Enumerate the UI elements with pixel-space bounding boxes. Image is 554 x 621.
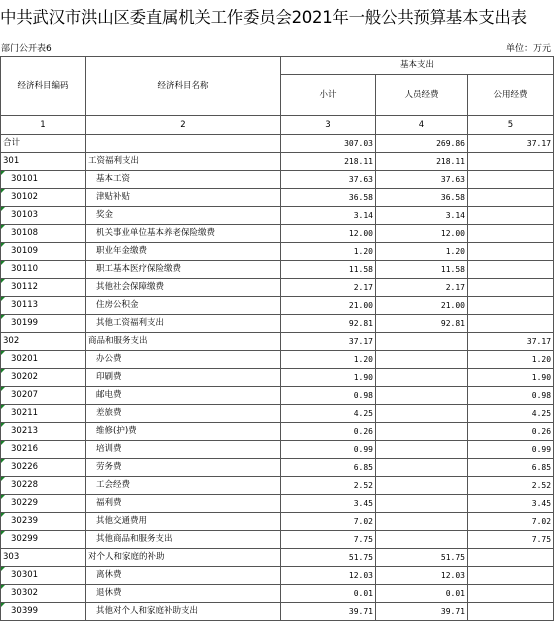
table-row	[1, 135, 554, 153]
row-code: 30211	[1, 405, 86, 423]
row-code: 30110	[1, 261, 86, 279]
row-subtotal: 21.00	[281, 297, 376, 315]
row-subtotal: 6.85	[281, 459, 376, 477]
row-code: 30228	[1, 477, 86, 495]
report-title: 中共武汉市洪山区委直属机关工作委员会2021年一般公共预算基本支出表	[0, 8, 527, 27]
row-subtotal: 0.98	[281, 387, 376, 405]
row-personnel	[376, 495, 468, 513]
row-code: 301	[1, 153, 86, 171]
row-public	[468, 171, 554, 189]
row-subtotal: 51.75	[281, 549, 376, 567]
row-public	[468, 207, 554, 225]
row-personnel: 2.17	[376, 279, 468, 297]
row-code: 30109	[1, 243, 86, 261]
row-code: 合计	[1, 135, 86, 153]
row-personnel: 92.81	[376, 315, 468, 333]
row-name: 劳务费	[86, 459, 281, 477]
row-name: 住房公积金	[86, 297, 281, 315]
table-row	[1, 459, 554, 477]
table-row	[1, 549, 554, 567]
index-cell: 5	[468, 116, 554, 135]
header-basic: 基本支出	[281, 57, 554, 75]
row-personnel	[376, 441, 468, 459]
row-public	[468, 585, 554, 603]
index-cell: 2	[86, 116, 281, 135]
row-public: 37.17	[468, 135, 554, 153]
row-subtotal: 1.20	[281, 243, 376, 261]
row-subtotal: 36.58	[281, 189, 376, 207]
row-name: 工会经费	[86, 477, 281, 495]
row-code: 30213	[1, 423, 86, 441]
table-row	[1, 315, 554, 333]
row-code: 30201	[1, 351, 86, 369]
table-row	[1, 261, 554, 279]
row-name: 基本工资	[86, 171, 281, 189]
row-public	[468, 189, 554, 207]
row-personnel: 269.86	[376, 135, 468, 153]
row-personnel	[376, 531, 468, 549]
row-subtotal: 1.90	[281, 369, 376, 387]
row-public: 2.52	[468, 477, 554, 495]
row-personnel	[376, 351, 468, 369]
row-code: 303	[1, 549, 86, 567]
row-personnel: 218.11	[376, 153, 468, 171]
header-personnel: 人员经费	[376, 75, 468, 116]
row-personnel: 3.14	[376, 207, 468, 225]
row-public: 4.25	[468, 405, 554, 423]
row-public: 1.90	[468, 369, 554, 387]
index-cell: 4	[376, 116, 468, 135]
index-row	[1, 116, 554, 135]
row-code: 30207	[1, 387, 86, 405]
table-row	[1, 603, 554, 621]
row-public: 6.85	[468, 459, 554, 477]
row-personnel	[376, 459, 468, 477]
row-subtotal: 92.81	[281, 315, 376, 333]
row-subtotal: 7.75	[281, 531, 376, 549]
row-public	[468, 567, 554, 585]
row-subtotal: 3.45	[281, 495, 376, 513]
row-personnel: 39.71	[376, 603, 468, 621]
row-personnel: 37.63	[376, 171, 468, 189]
row-code: 30301	[1, 567, 86, 585]
row-code: 30112	[1, 279, 86, 297]
row-personnel: 0.01	[376, 585, 468, 603]
row-personnel: 51.75	[376, 549, 468, 567]
row-subtotal: 2.17	[281, 279, 376, 297]
row-name: 培训费	[86, 441, 281, 459]
row-subtotal: 37.17	[281, 333, 376, 351]
row-name: 职业年金缴费	[86, 243, 281, 261]
row-name: 其他交通费用	[86, 513, 281, 531]
table-row	[1, 153, 554, 171]
row-code: 30239	[1, 513, 86, 531]
row-subtotal: 11.58	[281, 261, 376, 279]
row-personnel	[376, 477, 468, 495]
row-code: 30229	[1, 495, 86, 513]
row-name: 福利费	[86, 495, 281, 513]
row-subtotal: 7.02	[281, 513, 376, 531]
table-row	[1, 351, 554, 369]
row-public	[468, 153, 554, 171]
row-code: 30302	[1, 585, 86, 603]
row-personnel	[376, 333, 468, 351]
table-row	[1, 531, 554, 549]
row-public: 7.75	[468, 531, 554, 549]
row-name: 印刷费	[86, 369, 281, 387]
table-row	[1, 297, 554, 315]
table-row	[1, 333, 554, 351]
row-personnel: 21.00	[376, 297, 468, 315]
row-name	[86, 135, 281, 153]
row-public: 0.98	[468, 387, 554, 405]
row-code: 30199	[1, 315, 86, 333]
row-subtotal: 0.99	[281, 441, 376, 459]
row-name: 邮电费	[86, 387, 281, 405]
row-personnel	[376, 405, 468, 423]
row-code: 30202	[1, 369, 86, 387]
row-name: 其他对个人和家庭补助支出	[86, 603, 281, 621]
table-row	[1, 423, 554, 441]
row-subtotal: 2.52	[281, 477, 376, 495]
row-code: 30216	[1, 441, 86, 459]
table-row	[1, 387, 554, 405]
row-name: 职工基本医疗保险缴费	[86, 261, 281, 279]
table-row	[1, 567, 554, 585]
row-code: 30103	[1, 207, 86, 225]
table-row	[1, 225, 554, 243]
row-public	[468, 243, 554, 261]
row-code: 30108	[1, 225, 86, 243]
table-row	[1, 369, 554, 387]
row-name: 维修(护)费	[86, 423, 281, 441]
row-subtotal: 1.20	[281, 351, 376, 369]
row-public	[468, 315, 554, 333]
row-code: 30299	[1, 531, 86, 549]
row-public: 37.17	[468, 333, 554, 351]
row-code: 30399	[1, 603, 86, 621]
row-name: 机关事业单位基本养老保险缴费	[86, 225, 281, 243]
row-name: 工资福利支出	[86, 153, 281, 171]
row-public	[468, 225, 554, 243]
table-row	[1, 207, 554, 225]
table-row	[1, 495, 554, 513]
header-subtotal: 小计	[281, 75, 376, 116]
row-public: 0.26	[468, 423, 554, 441]
row-public: 7.02	[468, 513, 554, 531]
table-row	[1, 243, 554, 261]
row-public	[468, 603, 554, 621]
table-row	[1, 477, 554, 495]
table-row	[1, 585, 554, 603]
row-personnel	[376, 387, 468, 405]
row-personnel: 1.20	[376, 243, 468, 261]
row-subtotal: 218.11	[281, 153, 376, 171]
table-row	[1, 279, 554, 297]
row-personnel: 36.58	[376, 189, 468, 207]
row-public: 0.99	[468, 441, 554, 459]
row-name: 差旅费	[86, 405, 281, 423]
row-public: 3.45	[468, 495, 554, 513]
row-public: 1.20	[468, 351, 554, 369]
table-row	[1, 171, 554, 189]
row-public	[468, 261, 554, 279]
index-cell: 1	[1, 116, 86, 135]
table-row	[1, 441, 554, 459]
row-code: 30101	[1, 171, 86, 189]
unit-label: 单位：万元	[505, 44, 551, 54]
row-code: 30113	[1, 297, 86, 315]
header-name: 经济科目名称	[86, 57, 281, 116]
row-personnel	[376, 513, 468, 531]
row-code: 302	[1, 333, 86, 351]
expenditure-table	[0, 56, 554, 621]
row-subtotal: 0.26	[281, 423, 376, 441]
row-public	[468, 549, 554, 567]
row-public	[468, 279, 554, 297]
index-cell: 3	[281, 116, 376, 135]
table-body	[1, 135, 554, 621]
row-code: 30226	[1, 459, 86, 477]
row-name: 其他商品和服务支出	[86, 531, 281, 549]
table-row	[1, 513, 554, 531]
row-subtotal: 12.00	[281, 225, 376, 243]
row-name: 商品和服务支出	[86, 333, 281, 351]
row-subtotal: 39.71	[281, 603, 376, 621]
row-name: 奖金	[86, 207, 281, 225]
row-personnel: 11.58	[376, 261, 468, 279]
row-personnel	[376, 423, 468, 441]
row-name: 退休费	[86, 585, 281, 603]
row-name: 办公费	[86, 351, 281, 369]
row-subtotal: 4.25	[281, 405, 376, 423]
row-code: 30102	[1, 189, 86, 207]
form-number: 部门公开表6	[1, 44, 52, 54]
row-subtotal: 3.14	[281, 207, 376, 225]
table-row	[1, 189, 554, 207]
table-row	[1, 405, 554, 423]
row-public	[468, 297, 554, 315]
row-name: 其他社会保障缴费	[86, 279, 281, 297]
row-name: 离休费	[86, 567, 281, 585]
row-subtotal: 37.63	[281, 171, 376, 189]
row-personnel: 12.00	[376, 225, 468, 243]
row-subtotal: 12.03	[281, 567, 376, 585]
row-personnel	[376, 369, 468, 387]
row-subtotal: 307.03	[281, 135, 376, 153]
row-name: 津贴补贴	[86, 189, 281, 207]
row-name: 其他工资福利支出	[86, 315, 281, 333]
row-subtotal: 0.01	[281, 585, 376, 603]
header-public: 公用经费	[468, 75, 554, 116]
header-row-main	[1, 57, 554, 75]
row-name: 对个人和家庭的补助	[86, 549, 281, 567]
row-personnel: 12.03	[376, 567, 468, 585]
header-code: 经济科目编码	[1, 57, 86, 116]
